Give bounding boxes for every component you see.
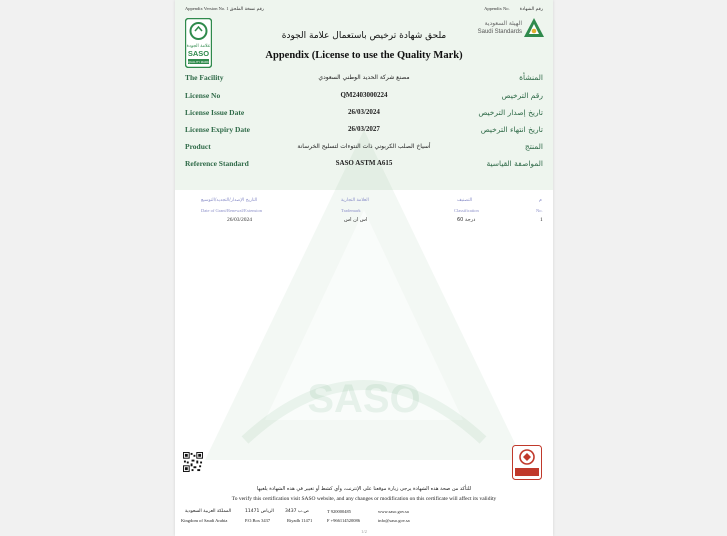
appendix-version-ar: رقم نسخة الملحق (229, 7, 264, 12)
footer-city-en: Riyadh 11471 (287, 518, 313, 523)
appendix-number (484, 6, 543, 12)
col-no-header: No. (536, 208, 543, 213)
row1-number: 1 (540, 217, 543, 223)
org-name-ar: الهيئة السعودية (484, 20, 522, 27)
product-label: Product (185, 142, 211, 151)
facility-value: مصنع شركة الحديد الوطني السعودي (318, 74, 410, 81)
certificate-page (175, 0, 553, 536)
badge-bar (515, 468, 539, 476)
product-label-ar: المنتج (524, 142, 543, 151)
row1-trademark: اس ان اس (344, 217, 368, 223)
title-arabic: ملحق شهادة ترخيص باستعمال علامة الجودة (281, 31, 447, 41)
product-value: أسياخ الصلب الكربوني ذات النتوءات لتسليح الخرسانة (297, 143, 431, 150)
license-no-label-ar: رقم الترخيص (501, 91, 543, 100)
reference-standard-label: Reference Standard (185, 159, 249, 168)
org-name-en: Saudi Standards (477, 29, 522, 35)
issue-date-label: License Issue Date (185, 108, 245, 117)
license-no-value: QM2403000224 (340, 91, 388, 99)
watermark-text: SASO (307, 377, 421, 421)
facility-label-ar: المنشأة (519, 73, 543, 82)
row1-classification: درجة 60 (457, 217, 476, 223)
footer-email[interactable]: info@saso.gov.sa (378, 518, 410, 523)
appendix-number-en: Appendix No. (484, 6, 510, 11)
issue-date-value: 26/03/2024 (348, 108, 380, 116)
footer-fax: F +966114520086 (327, 518, 360, 523)
verification-note-ar: للتأكد من صحة هذه الشهادة يرجى زيارة موقعنا على الإنترنت، وأي كشط أو تغيير في هذه الشهادة يلغيها (256, 486, 472, 492)
col-no-header-ar: م (539, 198, 542, 203)
col-date-header-ar: التاريخ الإصدار/التجديد/التوسيع (201, 198, 258, 203)
expiry-date-label: License Expiry Date (185, 125, 250, 134)
facility-label: The Facility (185, 73, 224, 82)
appendix-version-en: Appendix Version No. 1 (185, 6, 229, 11)
license-no-label: License No (185, 91, 221, 100)
expiry-date-label-ar: تاريخ انتهاء الترخيص (480, 125, 543, 134)
quality-mark-saso: SASO (187, 49, 210, 58)
appendix-version (185, 6, 264, 12)
col-date-header: Date of Grant/Renewal/Extension (201, 208, 262, 213)
appendix-number-ar: رقم الشهادة (519, 7, 543, 12)
footer-kingdom-ar: المملكة العربية السعودية (185, 509, 232, 514)
quality-mark-sub: QUALITY MARK (188, 60, 209, 64)
footer-city-ar: الرياض 11471 (245, 509, 274, 514)
row1-date: 26/03/2024 (227, 217, 253, 223)
expiry-date-value: 26/03/2027 (348, 125, 380, 133)
footer-pobox: P.O.Box 3437 (245, 518, 271, 523)
col-class-header-ar: التصنيف (457, 198, 473, 203)
verification-note-en: To verify this certification visit SASO website, and any changes or modification on this certificate will affect its validity (231, 496, 497, 502)
footer-pobox-ar: ص.ب 3437 (285, 509, 309, 514)
footer-website[interactable]: www.saso.gov.sa (378, 509, 409, 514)
title-english: Appendix (License to use the Quality Mark) (265, 50, 463, 61)
reference-standard-label-ar: المواصفة القياسية (486, 159, 543, 168)
qr-code[interactable] (183, 452, 203, 472)
reference-standard-value: SASO ASTM A615 (335, 159, 393, 167)
footer-phone: T 920000485 (327, 509, 352, 514)
col-trademark-header: Trademark (341, 208, 361, 213)
quality-mark-ar: علامة الجودة (186, 44, 211, 49)
col-class-header: Classification (454, 208, 479, 213)
page-number: 1/2 (361, 529, 367, 534)
issue-date-label-ar: تاريخ إصدار الترخيص (478, 108, 543, 117)
footer-kingdom-en: Kingdom of Saudi Arabia (181, 518, 228, 523)
accreditation-badge-icon (512, 445, 542, 480)
col-trademark-header-ar: العلامة التجارية (341, 198, 369, 203)
